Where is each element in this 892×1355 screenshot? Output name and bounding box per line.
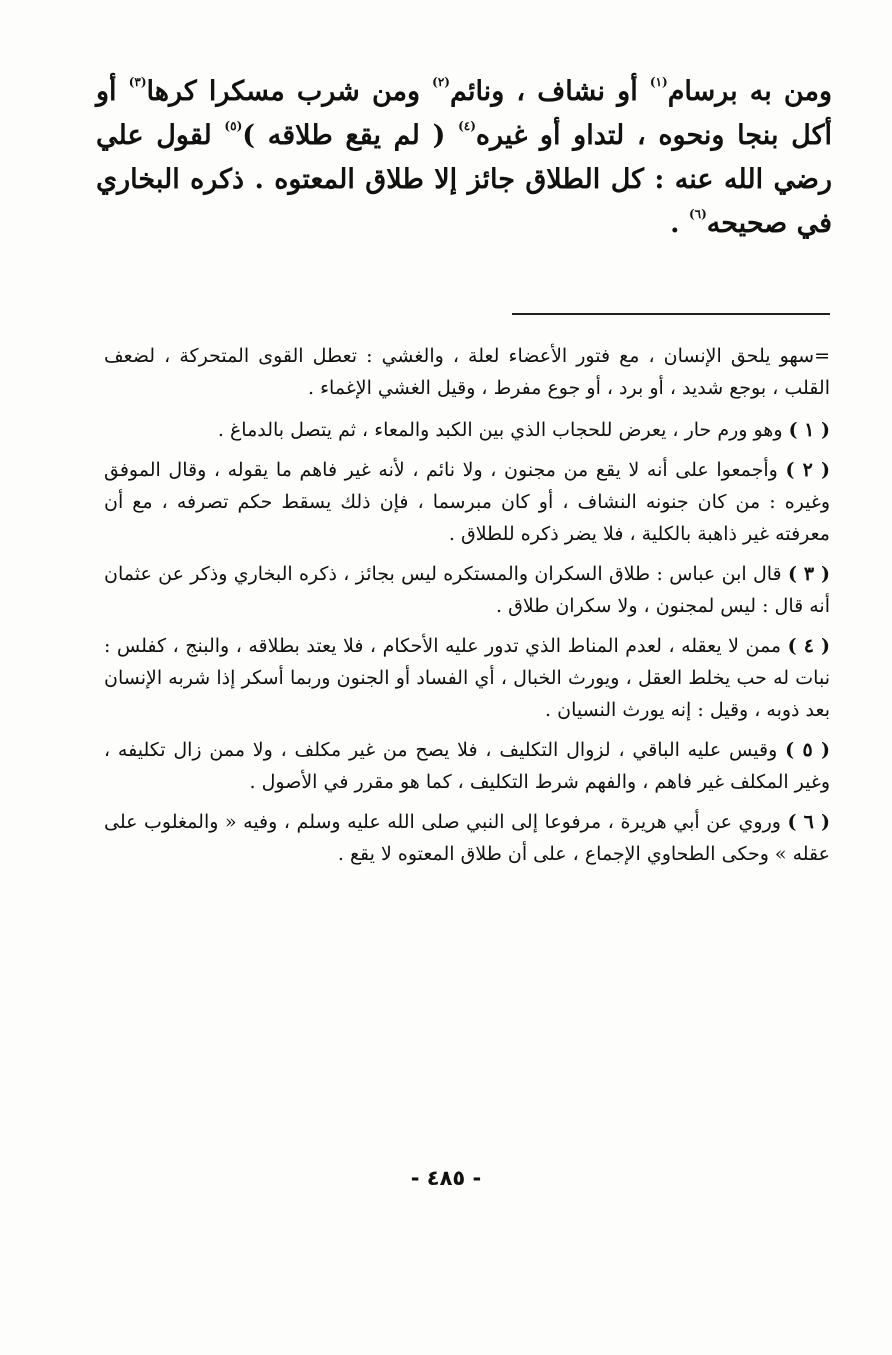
text-segment: ومن شرب مسكرا كرها xyxy=(146,76,433,107)
footnote-1 xyxy=(104,414,830,446)
footnote-ref-4: (٤) xyxy=(458,119,476,133)
footnote-2 xyxy=(104,454,830,550)
page-number: - ٤٨٥ - xyxy=(410,1166,482,1190)
footnote-text: قال ابن عباس : طلاق السكران والمستكره ليس بجائز ، ذكره البخاري وذكر عن عثمان أنه قال : ليس لمجنون ، ولا سكران طلاق . xyxy=(104,563,830,617)
footnote-text: وهو ورم حار ، يعرض للحجاب الذي بين الكبد والمعاء ، ثم يتصل بالدماغ . xyxy=(217,419,783,441)
footnote-text: وأجمعوا على أنه لا يقع من مجنون ، ولا نائم ، لأنه غير فاهم ما يقوله ، وقال الموفق وغيره : من كان جنونه النشاف ، أو كان مبرسما ، فإن ذلك يسقط حكم تصرفه ، مع أن معرفته غير ذاهبة بالكلية ، فلا يضر ذكره للطلاق . xyxy=(104,459,830,545)
footnote-text: وروي عن أبي هريرة ، مرفوعا إلى النبي صلى الله عليه وسلم ، وفيه « والمغلوب على عقله » وحكى الطحاوي الإجماع ، على أن طلاق المعتوه لا يقع . xyxy=(104,811,830,865)
footnote-number: ( ٣ ) xyxy=(787,563,831,585)
text-segment: أو أكل بنجا ونحوه ، لتداو أو غيره xyxy=(96,76,832,151)
footnote-ref-5: (٥) xyxy=(224,119,243,133)
footnote-number: ( ٦ ) xyxy=(787,811,830,833)
footnote-number: ( ٤ ) xyxy=(787,635,830,657)
footnote-5 xyxy=(104,734,830,798)
footnote-ref-1: (١) xyxy=(649,75,668,89)
text-segment: ومن به برسام xyxy=(667,76,832,107)
footnote-number: ( ١ ) xyxy=(788,419,830,441)
footnote-ref-3: (٣) xyxy=(128,75,147,89)
footnote-continuation: =سهو يلحق الإنسان ، مع فتور الأعضاء لعلة ، والغشي : تعطل القوى المتحركة ، لضعف القلب ، بوجع شديد ، أو برد ، أو جوع مفرط ، وقيل الغشي الإغماء . xyxy=(104,345,830,399)
footnotes-section xyxy=(104,340,830,878)
footnote-text: وقيس عليه الباقي ، لزوال التكليف ، فلا يصح من غير مكلف ، ولا ممن زال تكليفه ، وغير المكلف غير فاهم ، والفهم شرط التكليف ، كما هو مقرر في الأصول . xyxy=(104,739,830,793)
footnote-text: ممن لا يعقله ، لعدم المناط الذي تدور عليه الأحكام ، فلا يعتد بطلاقه ، والبنج ، كفلس : نبات له حب يخلط العقل ، ويورث الخبال ، أي الفساد أو الجنون وربما أسكر إذا شربه الإنسان بعد ذوبه ، وقيل : إنه يورث النسيان . xyxy=(104,635,830,721)
footnote-3 xyxy=(104,558,830,622)
footnote-separator xyxy=(512,313,830,315)
footnote-4 xyxy=(104,630,830,726)
footnote-ref-6: (٦) xyxy=(688,207,707,221)
footnote-number: ( ٢ ) xyxy=(785,459,831,481)
main-paragraph xyxy=(96,70,832,246)
footnote-number: ( ٥ ) xyxy=(785,739,831,761)
text-segment: لقول علي رضي الله عنه : كل الطلاق جائز إلا طلاق المعتوه . ذكره البخاري في صحيحه xyxy=(96,120,832,239)
footnote-6 xyxy=(104,806,830,870)
text-segment: ( لم يقع طلاقه ) xyxy=(242,120,459,151)
footnote-ref-2: (٢) xyxy=(432,75,450,89)
text-segment: أو نشاف ، ونائم xyxy=(449,76,650,107)
text-segment: . xyxy=(670,208,689,239)
main-text xyxy=(96,70,832,246)
